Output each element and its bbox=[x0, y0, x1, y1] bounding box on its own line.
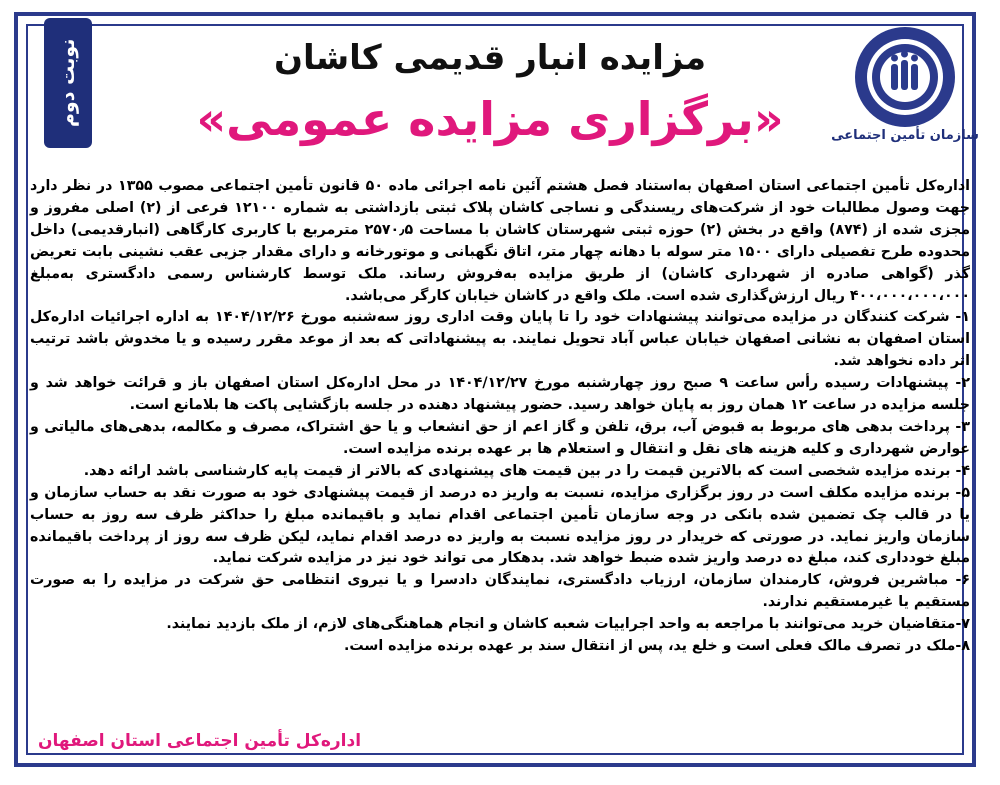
round-badge: نوبت دوم bbox=[44, 18, 92, 148]
clause-5: ۵- برنده مزایده مکلف است در روز برگزاری مزایده، نسبت به واریز ده درصد از قیمت پیشنهادی خود به صورت نقد به حساب سازمان و یا در قالب چک تضمین شده بانکی در وجه سازمان تأمین اجتماعی اقدام نماید و باقیمانده مبلغ را حداکثر ظرف سه روز به حساب سازمان واریز نماید. در صورتی که خریدار در روز مزایده نسبت به واریز ده درصد اقدام نماید، لیکن ظرف سه روز از پرداخت باقیمانده مبلغ خودداری کند، مبلغ ده درصد واریز شده ضبط خواهد شد. بدهکار می تواند خود نیز در مزایده شرکت نماید. bbox=[30, 484, 970, 567]
signature: اداره‌کل تأمین اجتماعی استان اصفهان bbox=[38, 731, 362, 751]
notice-title: مزایده انبار قدیمی کاشان bbox=[273, 38, 707, 78]
clause-8: ۸-ملک در تصرف مالک فعلی است و خلع ید، پس از انتقال سند بر عهده برنده مزایده است. bbox=[344, 638, 970, 655]
logo-caption: سازمان تأمین اجتماعی bbox=[831, 128, 979, 143]
intro-paragraph: اداره‌کل تأمین اجتماعی استان اصفهان به‌استناد فصل هشتم آئین نامه اجرائی ماده ۵۰ قانون تأمین اجتماعی مصوب ۱۳۵۵ در نظر دارد جهت وصول مطالبات خود از شرکت‌های ریسندگی و نساجی کاشان پلاک ثبتی بازداشتی به شماره ۱۲۱۰۰ فرعی از (۲) اصلی مفروز و مجزی شده از (۸۷۴) واقع در بخش (۲) حوزه ثبتی شهرستان کاشان با مساحت ۲۵۷۰٫۵ مترمربع با کاربری کارگاهی (انبارقدیمی) داخل محدوده طرح تفصیلی دارای ۱۵۰۰ متر سوله با دهانه چهار متر، اتاق نگهبانی و موتورخانه و دارای مقدار جزیی عقب نشینی بابت تعریض گذر (گواهی صادره از شهرداری کاشان) از طریق مزایده به‌فروش رساند. ملک توسط کارشناس رسمی دادگستری به‌مبلغ ۴۰۰،۰۰۰،۰۰۰،۰۰۰ ریال ارزش‌گذاری شده است. ملک واقع در کاشان خیابان کارگر می‌باشد. bbox=[30, 178, 970, 304]
notice-body bbox=[30, 176, 970, 658]
notice-subtitle: «برگزاری مزایده عمومی» bbox=[196, 92, 784, 146]
clause-7: ۷-متقاضیان خرید می‌توانند با مراجعه به واحد اجراییات شعبه کاشان و انجام هماهنگی‌های لازم، از ملک بازدید نمایند. bbox=[166, 616, 970, 633]
clause-2: ۲- پیشنهادات رسیده رأس ساعت ۹ صبح روز چهارشنبه مورخ ۱۴۰۴/۱۲/۲۷ در محل اداره‌کل استان اصفهان باز و قرائت خواهد شد و جلسه مزایده در ساعت ۱۲ همان روز به پایان خواهد رسید. حضور پیشنهاد دهنده در جلسه بازگشایی پاکت ها بلامانع است. bbox=[30, 375, 970, 414]
clause-6: ۶- مباشرین فروش، کارمندان سازمان، ارزیاب دادگستری، نمایندگان دادسرا و یا نیروی انتظامی حق شرکت در مزایده را به صورت مستقیم یا غیرمستقیم ندارند. bbox=[30, 572, 970, 611]
clause-4: ۴- برنده مزایده شخصی است که بالاترین قیمت را در بین قیمت های پیشنهادی که بالاتر از قیمت پایه کارشناسی باشد ارائه دهد. bbox=[83, 462, 970, 479]
clause-3: ۳- پرداخت بدهی های مربوط به قبوض آب، برق، تلفن و گاز اعم از حق انشعاب و یا حق اشتراک، مصرف و مکالمه، بدهی‌های مالیاتی و عوارض شهرداری و کلیه هزینه های نقل و انتقال و استعلام ها بر عهده برنده مزایده است. bbox=[30, 418, 970, 457]
clause-1: ۱- شرکت کنندگان در مزایده می‌توانند پیشنهادات خود را تا پایان وقت اداری روز سه‌شنبه مورخ ۱۴۰۴/۱۲/۲۶ به اداره اجرائیات اداره‌کل استان اصفهان به نشانی اصفهان خیابان عباس آباد تحویل نمایند. به پیشنهاداتی که بعد از موعد مقرر رسیده و یا مخدوش باشد ترتیب اثر داده نخواهد شد. bbox=[30, 309, 970, 370]
